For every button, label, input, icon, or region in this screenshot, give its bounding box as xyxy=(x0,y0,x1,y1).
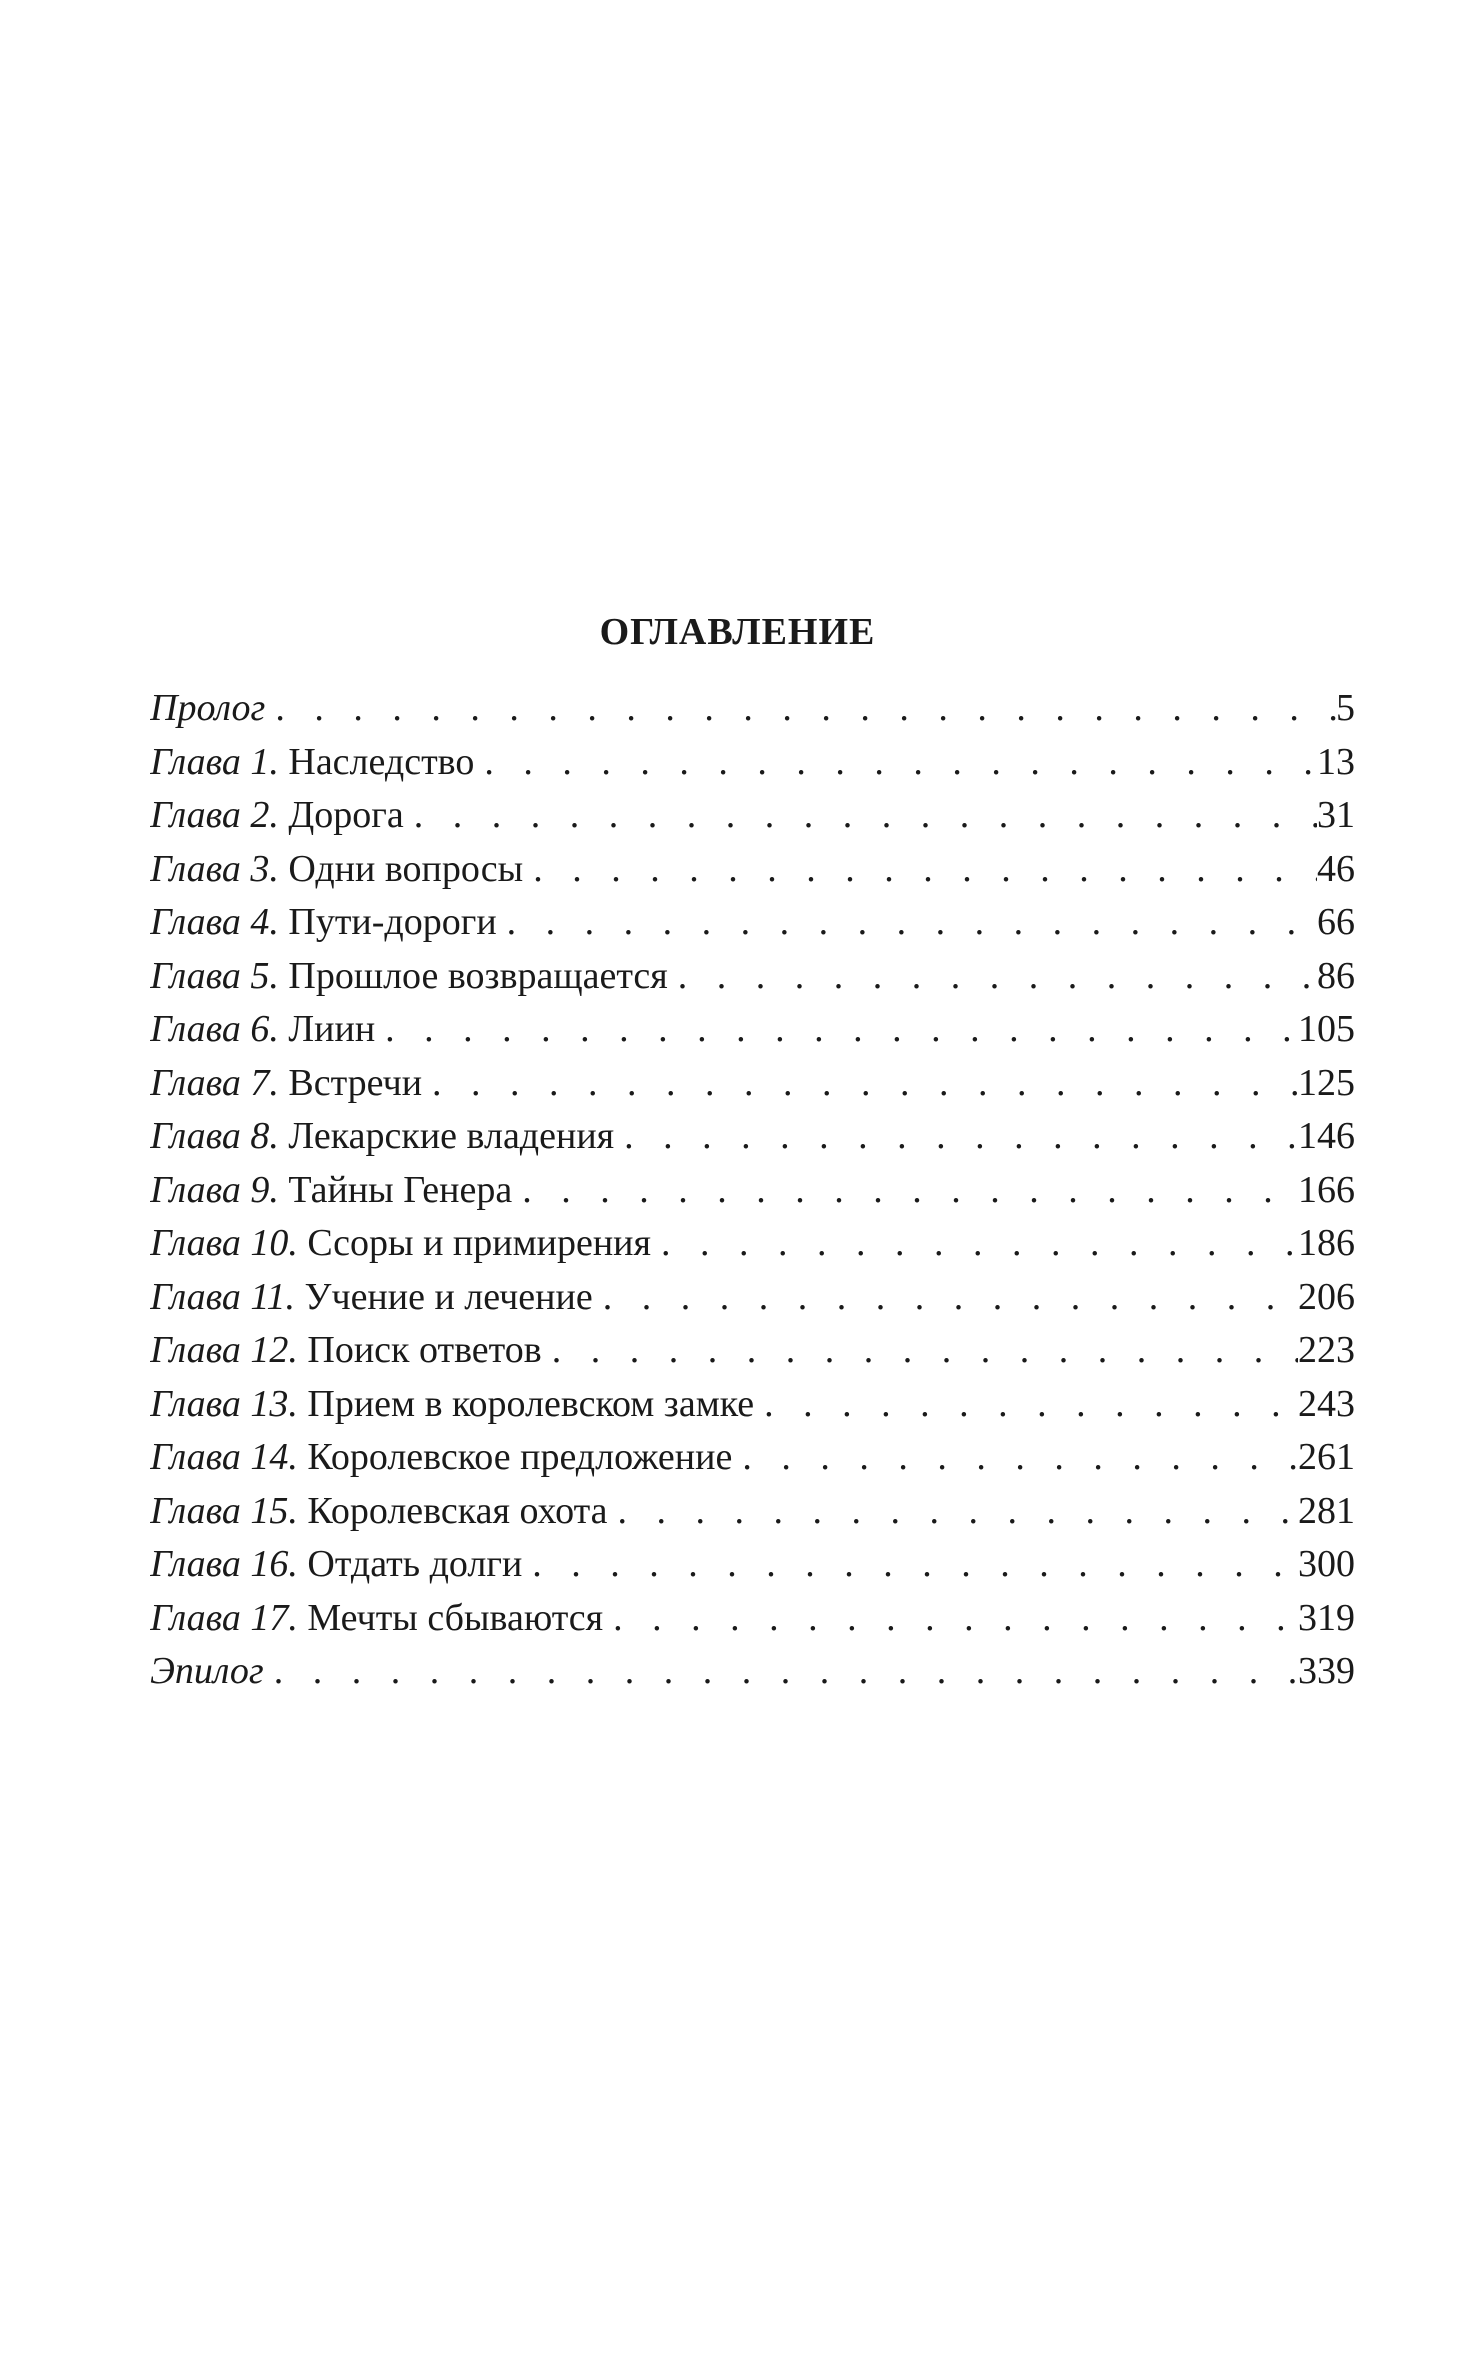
toc-entry-page-number: 319 xyxy=(1298,1596,1355,1639)
toc-entry-title: Поиск ответов xyxy=(307,1329,542,1371)
toc-entry-prefix: Глава 10. xyxy=(150,1222,298,1264)
dot-leader xyxy=(522,1538,1298,1592)
toc-entry-prefix: Глава 9. xyxy=(150,1168,279,1211)
toc-entry-page-number: 281 xyxy=(1298,1489,1355,1532)
toc-entry-prefix: Глава 4. xyxy=(150,901,279,943)
toc-entry-prefix: Пролог xyxy=(150,687,266,729)
toc-entry-label xyxy=(150,1592,603,1646)
toc-entry-label xyxy=(150,1485,608,1539)
toc-entry-label xyxy=(150,1645,264,1699)
toc-entry-page-number: 125 xyxy=(1298,1061,1355,1104)
toc-entry-prefix: Глава 13. xyxy=(150,1382,298,1425)
dot-leader xyxy=(474,736,1317,790)
toc-entry-prefix: Глава 15. xyxy=(150,1489,298,1532)
toc-entry-title: Наследство xyxy=(288,740,475,783)
toc-entry-title: Лиин xyxy=(288,1008,376,1050)
toc-entry-label xyxy=(150,736,474,790)
toc-entry xyxy=(150,1057,1355,1111)
toc-entry-label xyxy=(150,1057,422,1111)
toc-list xyxy=(150,682,1355,1699)
toc-entry xyxy=(150,950,1355,1004)
toc-entry-title: Одни вопросы xyxy=(288,847,524,890)
toc-entry-label xyxy=(150,1431,732,1485)
toc-entry-title: Прием в королевском замке xyxy=(307,1382,755,1425)
toc-entry-title: Мечты сбываются xyxy=(307,1596,604,1639)
toc-entry xyxy=(150,1217,1355,1271)
toc-entry-page-number: 31 xyxy=(1317,794,1355,836)
toc-entry-title: Ссоры и примирения xyxy=(307,1222,651,1264)
toc-entry-page-number: 5 xyxy=(1336,687,1355,729)
toc-entry-page-number: 300 xyxy=(1298,1543,1355,1585)
page-title: ОГЛАВЛЕНИЕ xyxy=(599,611,876,654)
toc-entry-page-number: 13 xyxy=(1317,740,1355,783)
toc-entry-prefix: Глава 1. xyxy=(150,740,279,783)
toc-entry-label xyxy=(150,1164,512,1218)
toc-entry xyxy=(150,1378,1355,1432)
toc-entry xyxy=(150,736,1355,790)
dot-leader xyxy=(375,1003,1298,1057)
dot-leader xyxy=(512,1164,1298,1218)
dot-leader xyxy=(523,843,1317,897)
dot-leader xyxy=(614,1110,1298,1164)
toc-entry-page-number: 186 xyxy=(1298,1222,1355,1264)
toc-entry-page-number: 261 xyxy=(1298,1436,1355,1478)
toc-entry xyxy=(150,1645,1355,1699)
dot-leader xyxy=(603,1592,1298,1646)
toc-entry-prefix: Глава 14. xyxy=(150,1436,298,1478)
toc-entry-label xyxy=(150,1324,542,1378)
toc-entry-title: Учение и лечение xyxy=(304,1275,593,1318)
toc-entry-page-number: 166 xyxy=(1298,1168,1355,1211)
toc-entry xyxy=(150,843,1355,897)
toc-entry-page-number: 66 xyxy=(1317,901,1355,943)
toc-entry-label xyxy=(150,896,497,950)
dot-leader xyxy=(668,950,1317,1004)
toc-entry xyxy=(150,1324,1355,1378)
toc-entry-prefix: Глава 7. xyxy=(150,1061,279,1104)
dot-leader xyxy=(497,896,1317,950)
toc-entry-label xyxy=(150,1110,614,1164)
toc-entry xyxy=(150,682,1355,736)
toc-entry-title: Отдать долги xyxy=(307,1543,523,1585)
dot-leader xyxy=(651,1217,1298,1271)
toc-entry-page-number: 86 xyxy=(1317,954,1355,997)
toc-entry-page-number: 46 xyxy=(1317,847,1355,890)
toc-entry-title: Встречи xyxy=(288,1061,423,1104)
toc-entry-prefix: Глава 16. xyxy=(150,1543,298,1585)
toc-entry-prefix: Глава 2. xyxy=(150,794,279,836)
toc-entry xyxy=(150,1538,1355,1592)
toc-entry-page-number: 206 xyxy=(1298,1275,1355,1318)
toc-entry-prefix: Глава 5. xyxy=(150,954,279,997)
toc-entry-label xyxy=(150,1217,651,1271)
toc-entry-label xyxy=(150,1378,754,1432)
toc-entry-title: Тайны Генера xyxy=(288,1168,513,1211)
toc-entry-title: Королевская охота xyxy=(307,1489,608,1532)
toc-entry xyxy=(150,1592,1355,1646)
toc-entry-label xyxy=(150,843,523,897)
toc-entry-label xyxy=(150,1538,522,1592)
toc-entry-label xyxy=(150,682,265,736)
toc-entry-label xyxy=(150,1271,593,1325)
toc-entry xyxy=(150,1485,1355,1539)
dot-leader xyxy=(404,789,1317,843)
dot-leader xyxy=(593,1271,1298,1325)
toc-entry-label xyxy=(150,789,404,843)
toc-entry-prefix: Глава 12. xyxy=(150,1329,298,1371)
toc-entry-prefix: Глава 6. xyxy=(150,1008,279,1050)
dot-leader xyxy=(542,1324,1298,1378)
toc-entry-page-number: 243 xyxy=(1298,1382,1355,1425)
toc-entry xyxy=(150,1164,1355,1218)
dot-leader xyxy=(732,1431,1298,1485)
toc-entry-title: Королевское предложение xyxy=(307,1436,733,1478)
toc-entry-prefix: Глава 8. xyxy=(150,1115,279,1157)
dot-leader xyxy=(608,1485,1298,1539)
dot-leader xyxy=(265,682,1336,736)
toc-entry-title: Лекарские владения xyxy=(288,1115,615,1157)
toc-entry-title: Пути-дороги xyxy=(288,901,497,943)
toc-entry-page-number: 339 xyxy=(1298,1650,1355,1692)
dot-leader xyxy=(754,1378,1298,1432)
toc-entry xyxy=(150,1431,1355,1485)
dot-leader xyxy=(422,1057,1298,1111)
toc-entry xyxy=(150,1271,1355,1325)
toc-entry xyxy=(150,896,1355,950)
toc-entry-prefix: Глава 11. xyxy=(150,1275,296,1318)
toc-entry xyxy=(150,789,1355,843)
toc-entry-title: Дорога xyxy=(288,794,404,836)
toc-entry-title: Прошлое возвращается xyxy=(288,954,668,997)
toc-entry-label xyxy=(150,950,668,1004)
toc-entry-page-number: 105 xyxy=(1298,1008,1355,1050)
toc-entry-label xyxy=(150,1003,375,1057)
toc-entry xyxy=(150,1110,1355,1164)
toc-entry-page-number: 146 xyxy=(1298,1115,1355,1157)
toc-entry-prefix: Глава 17. xyxy=(150,1596,298,1639)
dot-leader xyxy=(264,1645,1298,1699)
toc-entry-page-number: 223 xyxy=(1298,1329,1355,1371)
toc-entry-prefix: Эпилог xyxy=(150,1650,264,1692)
toc-entry-prefix: Глава 3. xyxy=(150,847,279,890)
toc-entry xyxy=(150,1003,1355,1057)
